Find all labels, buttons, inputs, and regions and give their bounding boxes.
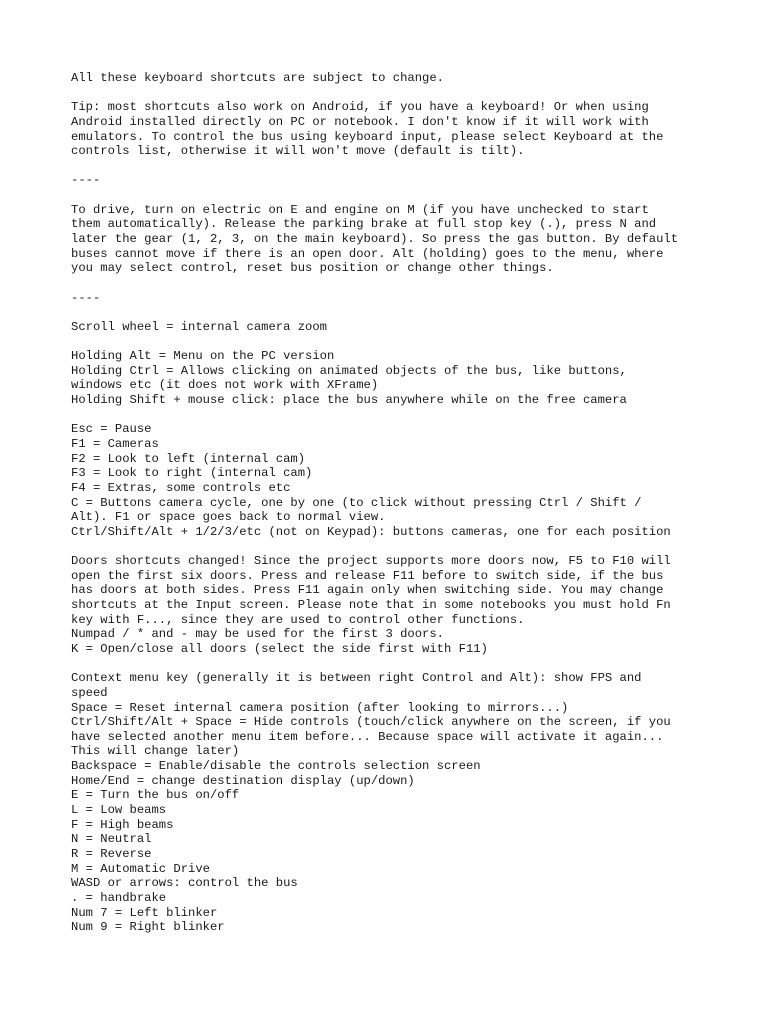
text-line: Context menu key (generally it is between right Control and Alt): show FPS and bbox=[71, 671, 642, 686]
text-line: Ctrl/Shift/Alt + 1/2/3/etc (not on Keypad): buttons cameras, one for each position bbox=[71, 524, 671, 539]
text-line: buses cannot move if there is an open door. Alt (holding) goes to the menu, where bbox=[71, 246, 664, 261]
blank-line bbox=[71, 657, 751, 672]
text-line: To drive, turn on electric on E and engine on M (if you have unchecked to start bbox=[71, 202, 649, 217]
text-line: Alt). F1 or space goes back to normal view. bbox=[71, 510, 386, 525]
blank-line bbox=[71, 335, 751, 350]
blank-line bbox=[71, 408, 751, 423]
text-line: Numpad / * and - may be used for the first 3 doors. bbox=[71, 627, 444, 642]
text-line: WASD or arrows: control the bus bbox=[71, 876, 298, 891]
text-line: . = handbrake bbox=[71, 890, 167, 905]
text-line: Scroll wheel = internal camera zoom bbox=[71, 319, 327, 334]
text-line: N = Neutral bbox=[71, 832, 152, 847]
text-line: Num 9 = Right blinker bbox=[71, 920, 225, 935]
blank-line bbox=[71, 276, 751, 291]
text-line: Backspace = Enable/disable the controls selection screen bbox=[71, 759, 481, 774]
text-line: E = Turn the bus on/off bbox=[71, 788, 240, 803]
text-line: shortcuts at the Input screen. Please note that in some notebooks you must hold Fn bbox=[71, 598, 671, 613]
blank-line bbox=[71, 159, 751, 174]
document-page bbox=[71, 71, 751, 935]
text-line: Holding Alt = Menu on the PC version bbox=[71, 349, 335, 364]
text-line: Esc = Pause bbox=[71, 422, 152, 437]
blank-line bbox=[71, 86, 751, 101]
text-line: have selected another menu item before... Because space will activate it again... bbox=[71, 729, 664, 744]
text-line: F4 = Extras, some controls etc bbox=[71, 480, 291, 495]
text-line: F1 = Cameras bbox=[71, 437, 159, 452]
text-line: F = High beams bbox=[71, 817, 174, 832]
text-line: Tip: most shortcuts also work on Android, if you have a keyboard! Or when using bbox=[71, 100, 649, 115]
text-line: Home/End = change destination display (up/down) bbox=[71, 773, 415, 788]
text-line: F3 = Look to right (internal cam) bbox=[71, 466, 313, 481]
text-line: L = Low beams bbox=[71, 803, 167, 818]
text-line: Holding Ctrl = Allows clicking on animated objects of the bus, like buttons, bbox=[71, 363, 627, 378]
text-line: F2 = Look to left (internal cam) bbox=[71, 451, 306, 466]
text-line: Ctrl/Shift/Alt + Space = Hide controls (touch/click anywhere on the screen, if you bbox=[71, 715, 671, 730]
text-line: controls list, otherwise it will won't move (default is tilt). bbox=[71, 144, 525, 159]
text-line: M = Automatic Drive bbox=[71, 861, 210, 876]
text-line: windows etc (it does not work with XFrame) bbox=[71, 378, 379, 393]
text-line: you may select control, reset bus position or change other things. bbox=[71, 261, 554, 276]
text-line: R = Reverse bbox=[71, 846, 152, 861]
text-line: ---- bbox=[71, 290, 101, 305]
text-line: Space = Reset internal camera position (after looking to mirrors...) bbox=[71, 700, 569, 715]
text-line: Holding Shift + mouse click: place the bus anywhere while on the free camera bbox=[71, 393, 627, 408]
text-line: This will change later) bbox=[71, 744, 240, 759]
text-line: Num 7 = Left blinker bbox=[71, 905, 218, 920]
text-line: emulators. To control the bus using keyboard input, please select Keyboard at the bbox=[71, 129, 664, 144]
text-line: ---- bbox=[71, 173, 101, 188]
text-line: open the first six doors. Press and release F11 before to switch side, if the bus bbox=[71, 568, 664, 583]
blank-line bbox=[71, 540, 751, 555]
text-line: Doors shortcuts changed! Since the project supports more doors now, F5 to F10 will bbox=[71, 554, 671, 569]
text-line: K = Open/close all doors (select the side first with F11) bbox=[71, 641, 488, 656]
text-line: has doors at both sides. Press F11 again only when switching side. You may change bbox=[71, 583, 664, 598]
text-line: them automatically). Release the parking brake at full stop key (.), press N and bbox=[71, 217, 657, 232]
text-line: C = Buttons camera cycle, one by one (to click without pressing Ctrl / Shift / bbox=[71, 495, 642, 510]
text-line: later the gear (1, 2, 3, on the main keyboard). So press the gas button. By default bbox=[71, 232, 679, 247]
text-line: speed bbox=[71, 685, 108, 700]
text-line: key with F..., since they are used to control other functions. bbox=[71, 612, 525, 627]
blank-line bbox=[71, 305, 751, 320]
text-line: All these keyboard shortcuts are subject to change. bbox=[71, 71, 444, 85]
text-line: Android installed directly on PC or notebook. I don't know if it will work with bbox=[71, 114, 649, 129]
blank-line bbox=[71, 188, 751, 203]
